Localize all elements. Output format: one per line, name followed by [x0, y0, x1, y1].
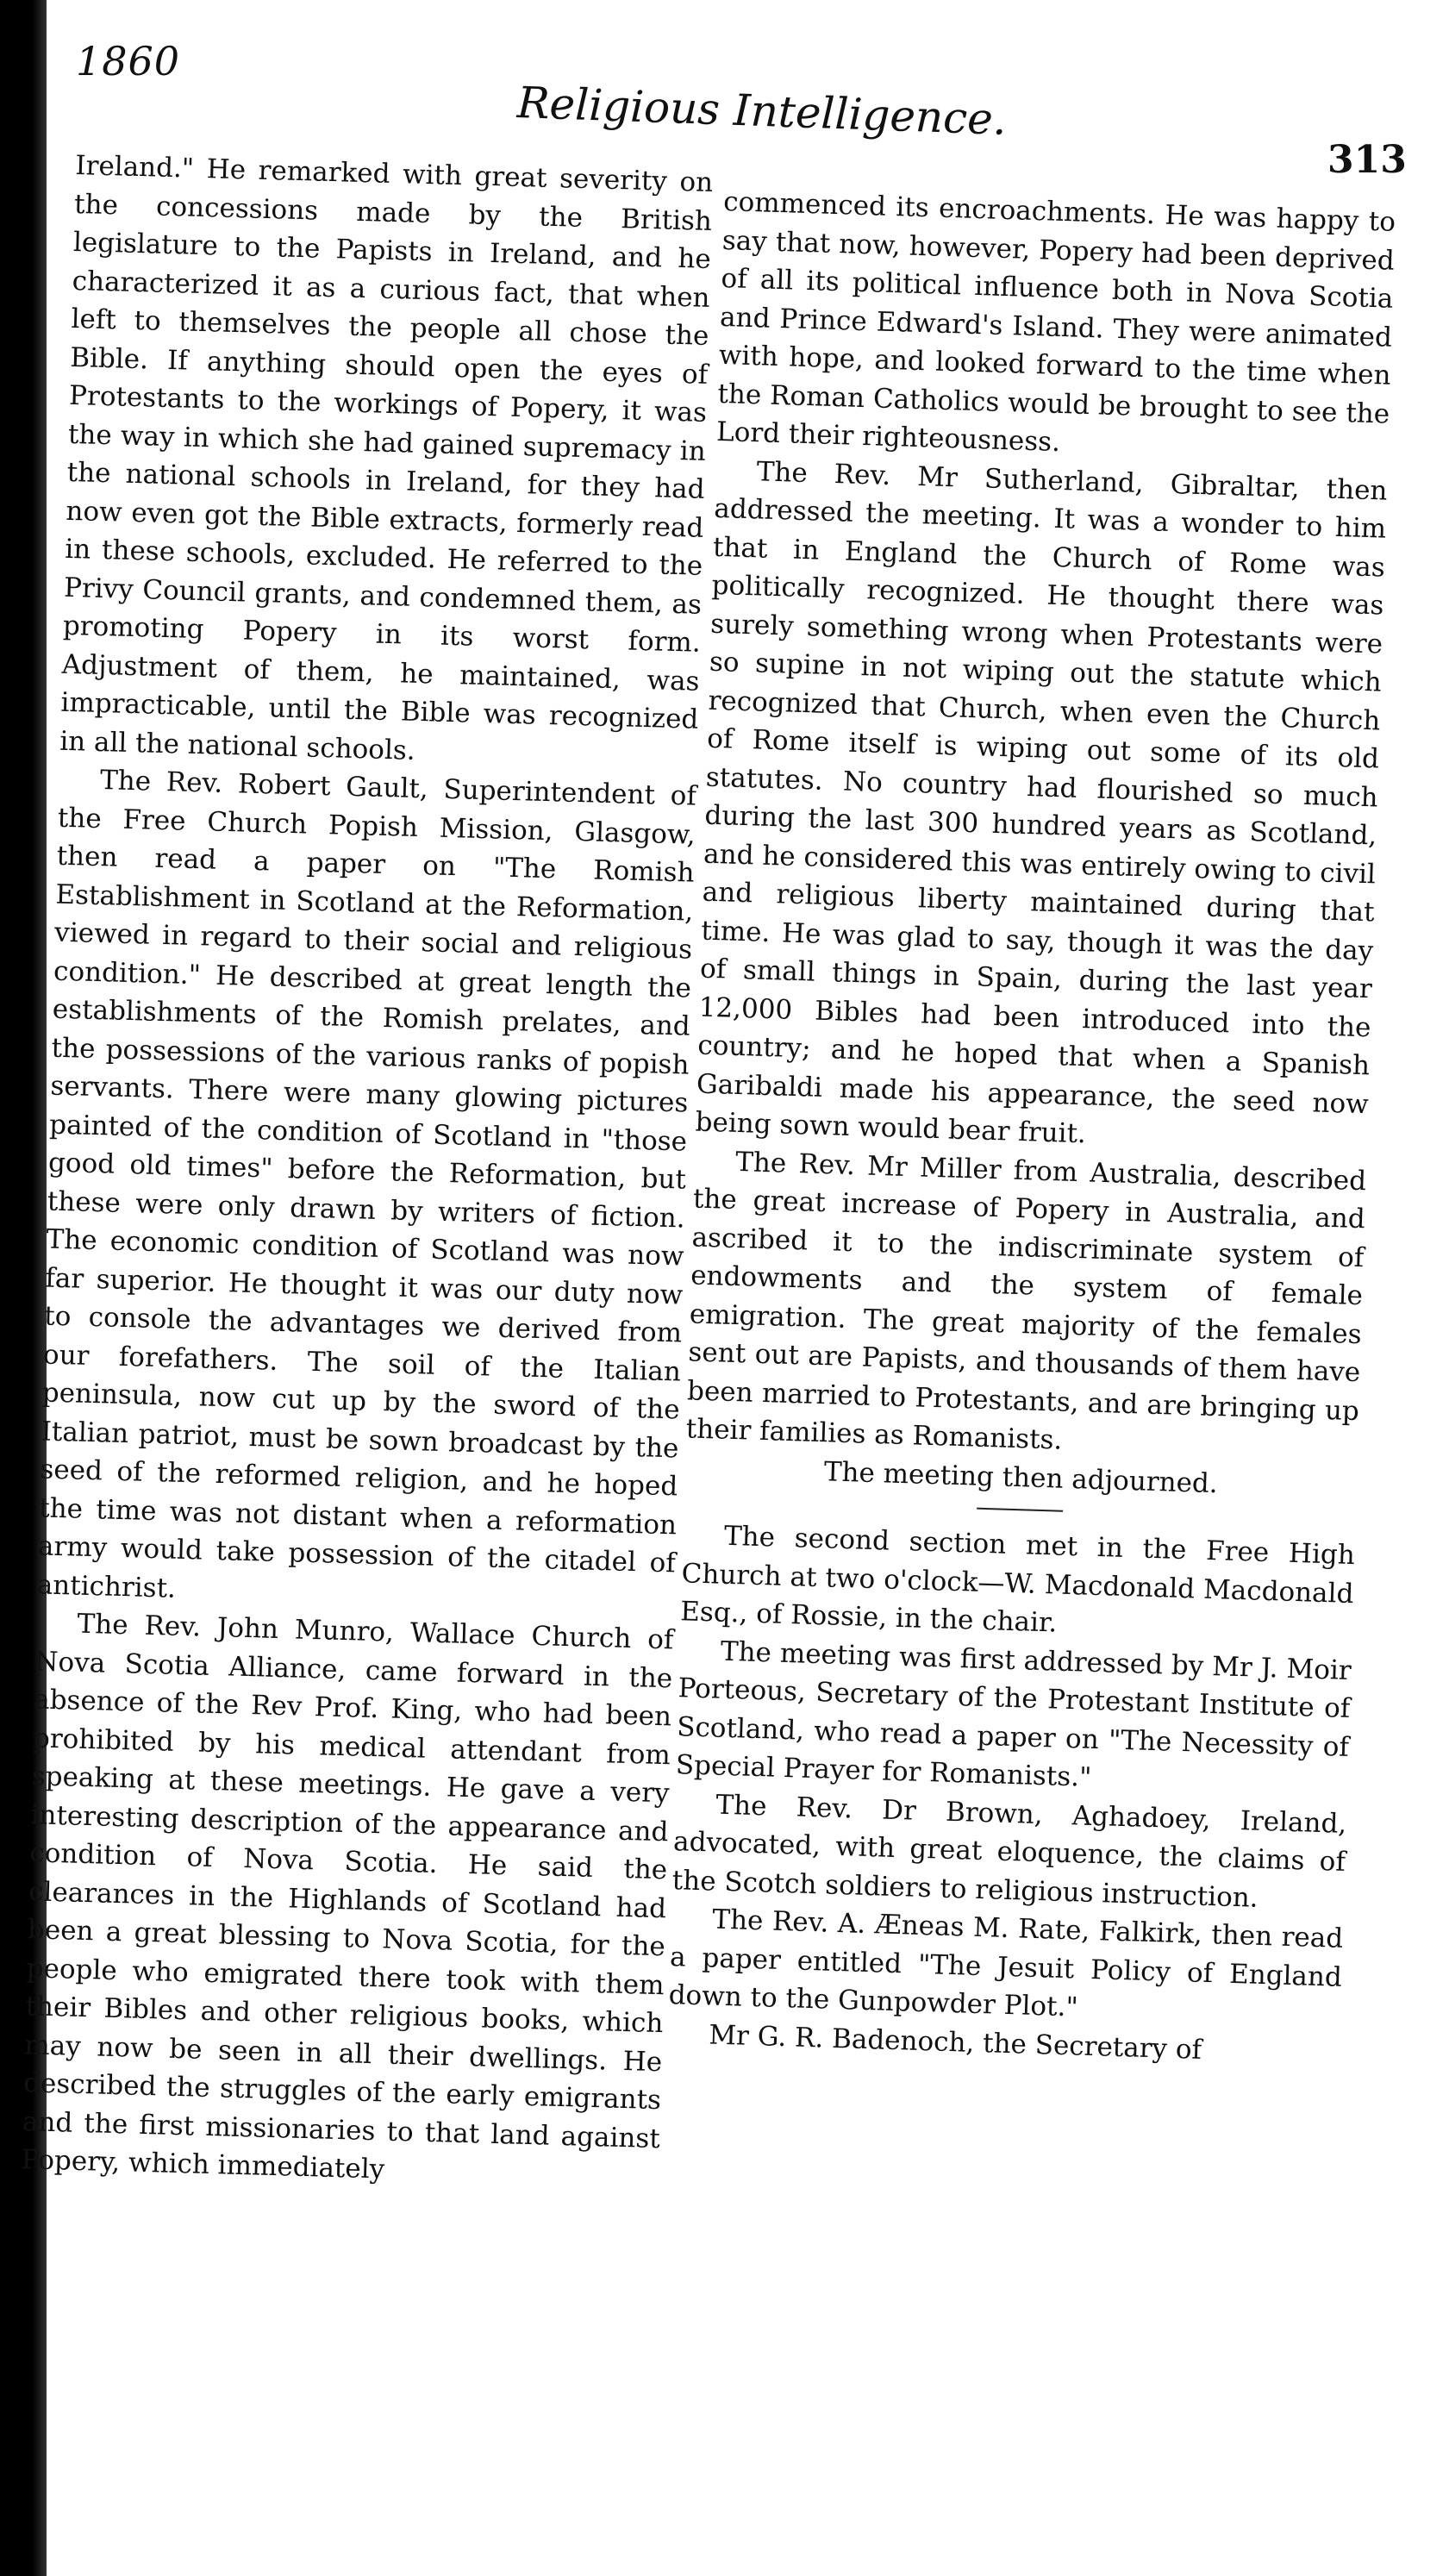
paragraph: Mr G. R. Badenoch, the Secretary of [708, 2018, 1202, 2066]
paragraph: The meeting was first addressed by Mr J. Moir Porteous, Secretary of the Protestant Institute of Scotland, who read a paper on "The Necessity of Special Prayer for Romanists." [675, 1635, 1352, 1793]
page-year: 1860 [76, 38, 181, 84]
paragraph: The Rev. Dr Brown, Aghadoey, Ireland, advocated, with great eloquence, the claims of the Scotch soldiers to religious instruction. [671, 1789, 1347, 1914]
paragraph: The Rev. A. Æneas M. Rate, Falkirk, then read a paper entitled "The Jesuit Policy of England down to the Gunpowder Plot." [668, 1904, 1344, 2023]
page-number: 313 [1327, 138, 1407, 182]
paragraph: The meeting then adjourned. [823, 1455, 1219, 1499]
paragraph: The Rev. Mr Miller from Australia, described the great increase of Popery in Australia, and ascribed it to the indiscriminate system of endowments and the system of female emigration. The great majority of the females sent out are Papists, and thousands of them have been married to Protestants, and are bringing up their families as Romanists. [685, 1146, 1367, 1456]
paragraph: The Rev. John Munro, Wallace Church of Nova Scotia Alliance, came forward in the absence of the Rev Prof. King, who had been prohibited by his medical attendant from speaking at these meetings. He gave a very interesting description of the appearance and condition of Nova Scotia. He said the clearances in the Highlands of Scotland had been a great blessing to Nova Scotia, for the people who emigrated there took with them their Bibles and other religious books, which may now be seen in all their dwellings. He described the struggles of the early emigrants and the first missionaries to that land against Popery, which immediately [21, 1608, 674, 2185]
left-text-column [21, 147, 714, 2197]
paragraph: The Rev. Mr Sutherland, Gibraltar, then addressed the meeting. It was a wonder to him that in England the Church of Rome was politically recognized. He thought there was surely something wrong when Protestants were so supine in not wiping out the statute which recognized that Church, when even the Church of Rome itself is wiping out some of its old statutes. No country had flourished so much during the last 300 hundred years as Scotland, and he considered this was entirely owing to civil and religious liberty maintained during that time. He was glad to say, though it was the day of small things in Spain, during the last year 12,000 Bibles had been introduced into the country; and he hoped that when a Spanish Garibaldi made his appearance, the seed now being sown would bear fruit. [695, 455, 1389, 1150]
book-spine-shadow [0, 0, 47, 2576]
right-text-column [667, 183, 1396, 2073]
paragraph: commenced its encroachments. He was happy to say that now, however, Popery had been deprived of all its political influence both in Nova Scotia and Prince Edward's Island. They were animated with hope, and looked forward to the time when the Roman Catholics would be brought to see the Lord their righteousness. [715, 185, 1396, 459]
paragraph: Ireland." He remarked with great severity on the concessions made by the British legislature to the Papists in Ireland, and he characterized it as a curious fact, that when left to themselves the people all chose the Bible. If anything should open the eyes of Protestants to the workings of Popery, it was the way in which she had gained supremacy in the national schools in Ireland, for they had now even got the Bible extracts, formerly read in these schools, excluded. He referred to the Privy Council grants, and condemned them, as promoting Popery in its worst form. Adjustment of them, he maintained, was impracticable, until the Bible was recognized in all the national schools. [59, 149, 714, 766]
paragraph: The second section met in the Free High Church at two o'clock—W. Macdonald Macdonald Esq., of Rossie, in the chair. [679, 1520, 1356, 1639]
paragraph: The Rev. Robert Gault, Superintendent of the Free Church Popish Mission, Glasgow, then read a paper on "The Romish Establishment in Scotland at the Reformation, viewed in regard to their social and religious condition." He described at great length the establishments of the Romish prelates, and the possessions of the various ranks of popish servants. There were many glowing pictures painted of the condition of Scotland in "those good old times" before the Reformation, but these were only drawn by writers of fiction. The economic condition of Scotland was now far superior. He thought it was our duty now to console the advantages we derived from our forefathers. The soil of the Italian peninsula, now cut up by the sword of the Italian patriot, must be sown broadcast by the seed of the reformed religion, and he hoped the time was not distant when a reformation army would take possession of the citadel of antichrist. [36, 765, 697, 1604]
running-title: Religious Intelligence. [515, 78, 1008, 145]
section-divider [977, 1508, 1063, 1512]
